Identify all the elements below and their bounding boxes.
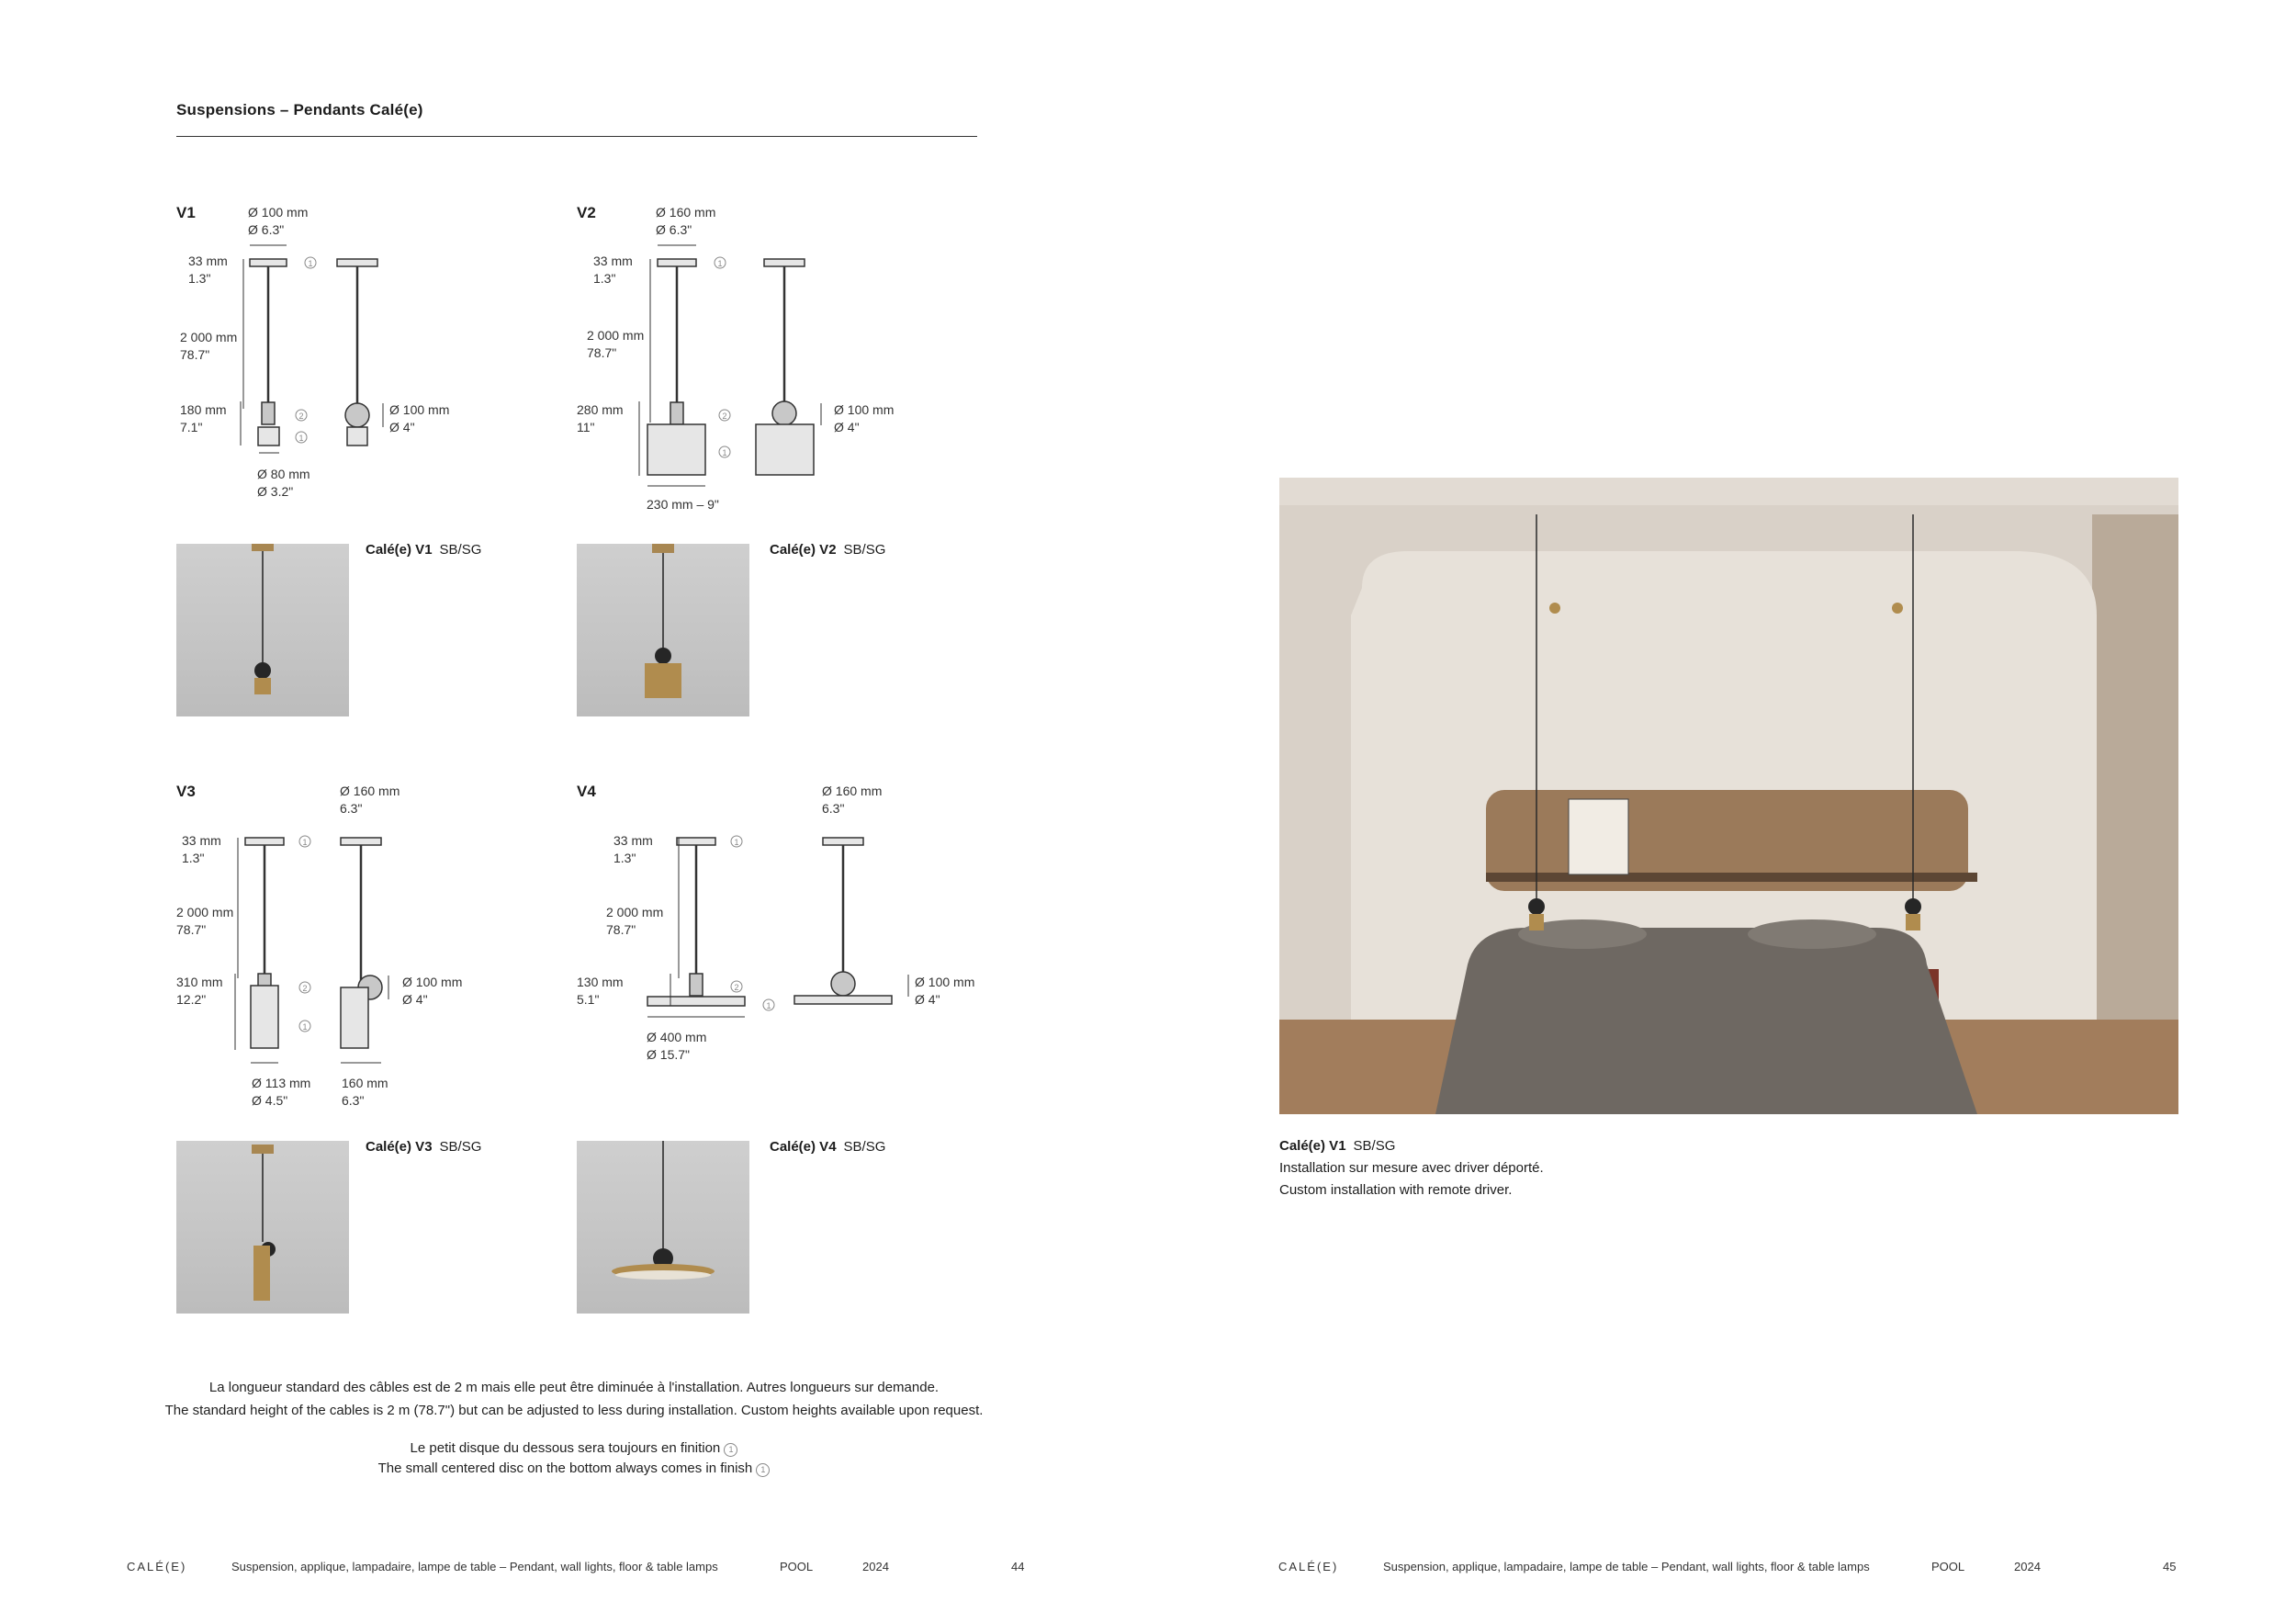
disc-finish-note: Le petit disque du dessous sera toujours en finition 1 The small centered disc on the bottom always comes in finish 1 [0, 1438, 1171, 1479]
v1-technical-drawing [220, 243, 404, 464]
v3-photo-tube [253, 1246, 270, 1301]
v4-disc [647, 997, 745, 1006]
v1-photo-art [176, 544, 349, 716]
v3-canopy-height: 33 mm 1.3" [182, 833, 221, 865]
v2-technical-drawing [630, 243, 841, 496]
v1-base [258, 427, 279, 445]
v4-technical-drawing [634, 822, 918, 1029]
v2-photo-ball [655, 648, 671, 664]
v1-side-base [347, 427, 367, 445]
page-title: Suspensions – Pendants Calé(e) [176, 101, 423, 118]
caption-v3: Calé(e) V3 SB/SG [366, 1139, 482, 1155]
v3-base-diameter: Ø 113 mm Ø 4.5" [252, 1076, 311, 1108]
v1-marker-text: 1 [298, 434, 304, 443]
page-number-left: 44 [1011, 1560, 1025, 1573]
v2-marker-text: 2 [722, 412, 727, 421]
header-divider [176, 136, 977, 137]
pendant-body-left [1529, 914, 1544, 930]
v1-photo-canopy [252, 544, 274, 551]
v3-marker-text: 1 [302, 1022, 308, 1032]
pendant-body-right [1906, 914, 1920, 930]
v1-cable-length: 2 000 mm 78.7" [180, 330, 238, 362]
footer-brand-right: CALÉ(E) [1278, 1560, 1339, 1573]
cable-length-note: La longueur standard des câbles est de 2 m mais elle peut être diminuée à l'installation. Autres longueurs sur demande. The standard height of the cables is 2 m (78.7") but can be adjusted to less during installation. Custom heights available upon request. [164, 1380, 984, 1418]
v1-canopy [250, 259, 287, 266]
product-photo-v1 [176, 544, 349, 716]
v4-canopy-height: 33 mm 1.3" [613, 833, 653, 865]
v3-side-width: 160 mm 6.3" [342, 1076, 388, 1108]
footer-publisher-left: POOL [780, 1560, 814, 1573]
product-photo-v4 [577, 1141, 749, 1314]
shelf [1486, 873, 1977, 882]
v1-body-height: 180 mm 7.1" [180, 402, 227, 434]
v1-base-diameter: Ø 80 mm Ø 3.2" [257, 467, 310, 499]
footer-publisher-right: POOL [1931, 1560, 1965, 1573]
v2-photo-art [577, 544, 749, 716]
v1-body [262, 402, 275, 424]
caption-v1: Calé(e) V1 SB/SG [366, 542, 482, 558]
variant-label-v2: V2 [577, 204, 596, 221]
v3-marker-text: 2 [302, 984, 308, 993]
variant-label-v3: V3 [176, 783, 196, 800]
pendant-ball-right [1905, 898, 1921, 915]
footer-year-right: 2024 [2014, 1560, 2041, 1573]
v4-side-canopy [823, 838, 863, 845]
v1-marker-text: 1 [308, 259, 313, 268]
bedroom-illustration [1279, 478, 2178, 1114]
v4-photo-diffuser [615, 1270, 711, 1280]
v4-base-diameter: Ø 400 mm Ø 15.7" [647, 1030, 707, 1062]
cable-hook-right [1892, 603, 1903, 614]
v4-marker-text: 1 [766, 1001, 771, 1010]
cable-hook-left [1549, 603, 1560, 614]
product-photo-v3 [176, 1141, 349, 1314]
page-number-right: 45 [2163, 1560, 2177, 1573]
v2-canopy-height: 33 mm 1.3" [593, 254, 633, 286]
v4-cable-length: 2 000 mm 78.7" [606, 905, 664, 937]
v2-base-width: 230 mm – 9" [647, 497, 719, 512]
variant-label-v4: V4 [577, 783, 596, 800]
v4-body-height: 130 mm 5.1" [577, 975, 624, 1007]
v3-marker-text: 1 [302, 838, 308, 847]
v4-canopy [677, 838, 715, 845]
v1-photo-ball [254, 662, 271, 679]
v1-canopy-diameter: Ø 100 mm Ø 6.3" [248, 205, 309, 237]
v2-ball-diameter: Ø 100 mm Ø 4" [834, 402, 895, 434]
variant-label-v1: V1 [176, 204, 196, 221]
footer-desc-right: Suspension, applique, lampadaire, lampe de table – Pendant, wall lights, floor & table lamps [1383, 1560, 1870, 1573]
v4-side-ball [831, 972, 855, 996]
v3-technical-drawing [220, 822, 413, 1075]
marker-icon: 1 [724, 1443, 737, 1457]
v3-ball-diameter: Ø 100 mm Ø 4" [402, 975, 463, 1007]
v4-marker-text: 1 [734, 838, 739, 847]
v2-photo-canopy [652, 544, 674, 553]
bedroom-photo [1279, 478, 2178, 1114]
curtain [2092, 514, 2178, 1075]
v3-side-tube [341, 987, 368, 1048]
photo-caption: Calé(e) V1 SB/SG Installation sur mesure avec driver déporté. Custom installation with remote driver. [1279, 1138, 1544, 1198]
marker-icon: 1 [756, 1463, 770, 1477]
v4-canopy-diameter: Ø 160 mm 6.3" [822, 784, 883, 816]
v2-body [670, 402, 683, 424]
v2-side-shade [756, 424, 814, 475]
v2-canopy-diameter: Ø 160 mm Ø 6.3" [656, 205, 716, 237]
v2-marker-text: 1 [722, 448, 727, 457]
v2-side-ball [772, 401, 796, 425]
v4-ball-diameter: Ø 100 mm Ø 4" [915, 975, 975, 1007]
v4-marker-text: 2 [734, 983, 739, 992]
v4-body [690, 974, 703, 996]
v1-photo-body [254, 678, 271, 694]
v3-canopy-diameter: Ø 160 mm 6.3" [340, 784, 400, 816]
caption-v2: Calé(e) V2 SB/SG [770, 542, 886, 558]
footer-brand-left: CALÉ(E) [127, 1560, 187, 1573]
v3-side-canopy [341, 838, 381, 845]
v4-side-disc [794, 996, 892, 1004]
v3-photo-art [176, 1141, 349, 1314]
product-photo-v2 [577, 544, 749, 716]
v2-shade [647, 424, 705, 475]
v4-photo-art [577, 1141, 749, 1314]
pillow-right [1748, 919, 1876, 949]
footer-desc-left: Suspension, applique, lampadaire, lampe de table – Pendant, wall lights, floor & table lamps [231, 1560, 718, 1573]
v1-side-canopy [337, 259, 377, 266]
v2-marker-text: 1 [717, 259, 723, 268]
v3-cable-length: 2 000 mm 78.7" [176, 905, 234, 937]
v3-photo-canopy [252, 1145, 274, 1154]
v2-canopy [658, 259, 696, 266]
framed-picture [1569, 799, 1628, 874]
v3-body-height: 310 mm 12.2" [176, 975, 223, 1007]
v1-canopy-height: 33 mm 1.3" [188, 254, 228, 286]
bed [1435, 928, 1977, 1114]
v2-side-canopy [764, 259, 805, 266]
v3-canopy [245, 838, 284, 845]
v1-ball-diameter: Ø 100 mm Ø 4" [389, 402, 450, 434]
v2-photo-shade [645, 663, 681, 698]
pendant-ball-left [1528, 898, 1545, 915]
ceiling-molding [1279, 478, 2178, 505]
v2-cable-length: 2 000 mm 78.7" [587, 328, 645, 360]
v3-tube [251, 986, 278, 1048]
v2-body-height: 280 mm 11" [577, 402, 624, 434]
footer-year-left: 2024 [862, 1560, 889, 1573]
caption-v4: Calé(e) V4 SB/SG [770, 1139, 886, 1155]
v1-side-ball [345, 403, 369, 427]
v1-marker-text: 2 [298, 412, 304, 421]
